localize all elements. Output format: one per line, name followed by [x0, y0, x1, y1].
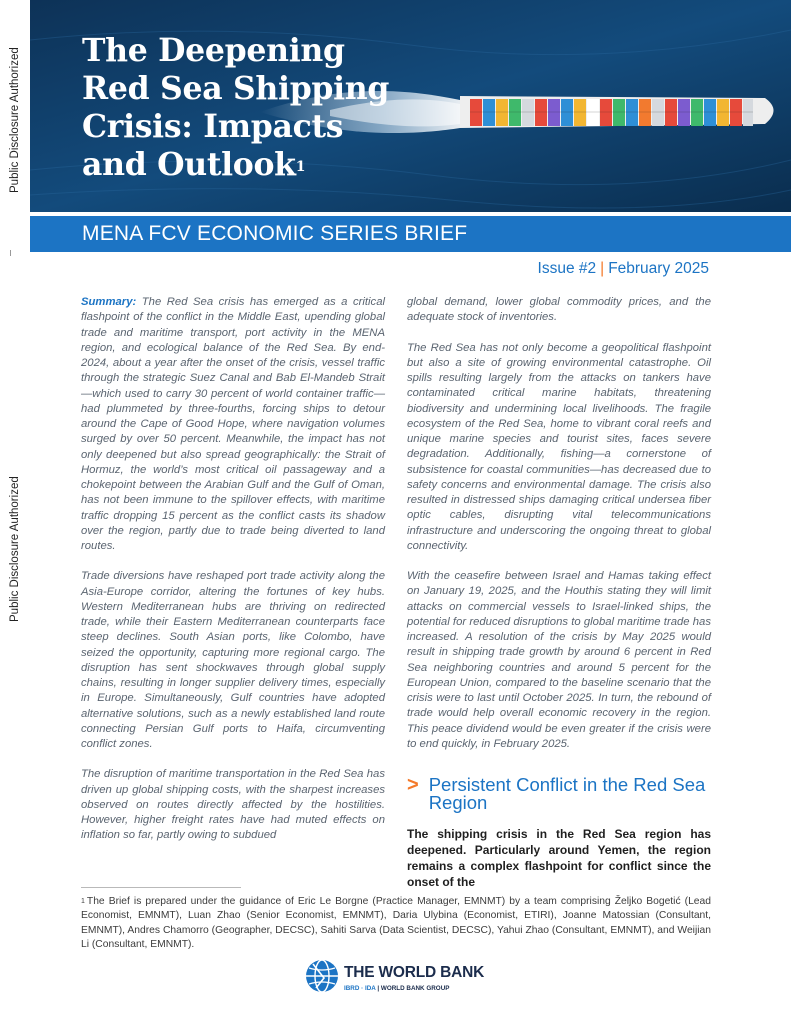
- footnote-mark: 1: [81, 898, 85, 905]
- series-banner: [30, 216, 791, 252]
- disclosure-label-middle: Public Disclosure Authorized: [9, 476, 21, 622]
- hero-cover: [30, 0, 791, 212]
- document-title: [82, 32, 412, 184]
- chevron-right-icon: >: [407, 774, 419, 796]
- title-footnote-mark[interactable]: 1: [295, 159, 306, 175]
- issue-separator: |: [600, 260, 605, 277]
- trade-diversions-paragraph: Trade diversions have reshaped port trade activity along the Asia-Europe corridor, altering the fortunes of key hubs. Western Mediterranean hubs are thriving on redirected trade, while their Eastern Mediterranean counterparts face steep declines. South Asian ports, like Colombo, have seized the opportunity, capturing more regional cargo. The disruption has sent shockwaves through global supply chains, resulting in longer supplier delivery times, especially in Europe. Simultaneously, Gulf countries have adopted alternative solutions, such as a newly established land route connecting Persian Gulf ports to Haifa, circumventing conflict zones.: [81, 570, 385, 750]
- summary-paragraph: [81, 295, 385, 554]
- section-heading: [407, 776, 707, 812]
- logo-subtitle: [344, 985, 449, 992]
- logo-sub-left: IBRD · IDA: [344, 985, 376, 992]
- ceasefire-paragraph: With the ceasefire between Israel and Hamas taking effect on January 19, 2025, and the Houthis stating they will limit attacks on commercial vessels to Israel-linked ships, the potential for reduced disruptions to global maritime trade has increased. A resolution of the crisis by May 2025 would result in shipping trade growth by around 6 percent in Red Sea neighboring countries and around 5 percent for the European Union, compared to the baseline scenario that the crisis were to last until October 2025. In turn, the rebound of trade would help overall economic recovery in the region. This peace dividend would be even greater if the crisis were to end quickly, in February 2025.: [407, 570, 711, 750]
- footnote-divider: [81, 887, 241, 888]
- left-column: [81, 295, 385, 859]
- section-title: Persistent Conflict in the Red Sea Region: [428, 774, 706, 813]
- issue-line: [538, 260, 709, 278]
- document-title-text: The Deepening Red Sea Shipping Crisis: Impacts and Outlook: [82, 32, 390, 183]
- summary-label: Summary:: [81, 296, 137, 308]
- shipping-costs-paragraph: The disruption of maritime transportation in the Red Sea has driven up global shipping costs, with the sharpest increases observed on routes directly affected by the hostilities. However, higher freight rates have had muted effects on inflation so far, partly owing to subdued: [81, 768, 385, 842]
- section-lead-paragraph: The shipping crisis in the Red Sea region has deepened. Particularly around Yemen, the region remains a complex flashpoint for conflict since the onset of the: [407, 827, 711, 889]
- global-demand-paragraph: global demand, lower global commodity prices, and the adequate stock of inventories.: [407, 296, 711, 324]
- disclosure-label-top: Public Disclosure Authorized: [9, 47, 21, 193]
- logo-sub-sep: |: [377, 985, 380, 992]
- logo-name: THE WORLD BANK: [344, 964, 485, 981]
- issue-date: February 2025: [608, 260, 709, 277]
- globe-icon: [304, 958, 340, 994]
- series-banner-text: MENA FCV ECONOMIC SERIES BRIEF: [82, 222, 468, 245]
- footnote: [81, 895, 711, 953]
- environmental-paragraph: The Red Sea has not only become a geopolitical flashpoint but also a site of growing environmental catastrophe. Oil spills resulting largely from the attacks on tankers have contaminated critical marine habitats, threatening biodiversity and undermining local livelihoods. The fragile ecosystem of the Red Sea, home to vibrant coral reefs and unique marine species and tourist sites, faces severe degradation. Additionally, fishing—a cornerstone of subsistence for coastal communities—has decreased due to safety concerns and environmental damage. The crisis also resulted in distressed ships damaging critical undersea fiber optic cables, disrupting vital telecommunications infrastructure and underscoring the ongoing threat to global connectivity.: [407, 341, 711, 552]
- right-column: [407, 295, 711, 767]
- disclosure-mark: [10, 250, 16, 256]
- footnote-text: The Brief is prepared under the guidance of Eric Le Borgne (Practice Manager, EMNMT) by a team comprising Željko Bogetić (Lead Economist, EMNMT), Luan Zhao (Senior Economist, EMNMT), Daria Ulybina (Economist, ETIRI), Joanne Matossian (Consultant, EMNMT), Andres Chamorro (Geographer, DECSC), Sahiti Sarva (Data Scientist, DECSC), Yahui Zhao (Consultant, EMNMT), and Weijian Li (Consultant, EMNMT).: [81, 896, 711, 951]
- world-bank-logo[interactable]: [304, 958, 504, 1002]
- logo-sub-right: WORLD BANK GROUP: [380, 985, 450, 992]
- issue-number: Issue #2: [537, 260, 597, 277]
- summary-text: The Red Sea crisis has emerged as a critical flashpoint of the conflict in the Middle East, upending global trade and maritime transport, port activity in the MENA region, and ecological balance of the Red Sea. By end-2024, about a year after the onset of the crisis, vessel traffic through the strategic Suez Canal and Bab El-Mandeb Strait—which used to carry 30 percent of world container traffic—had plummeted by three-fourths, forcing ships to detour around the Cape of Good Hope, where navigation volumes surged by over 50 percent. Meanwhile, the impact has not only deepened but also spread geographically: the Strait of Hormuz, the world’s most critical oil passageway and a chokepoint between the Arabian Gulf and the Gulf of Oman, has not been immune to the spillover effects, with maritime traffic dropping 15 percent as the conflict casts its shadow over the region, partly due to trade being diverted to land routes.: [81, 296, 385, 552]
